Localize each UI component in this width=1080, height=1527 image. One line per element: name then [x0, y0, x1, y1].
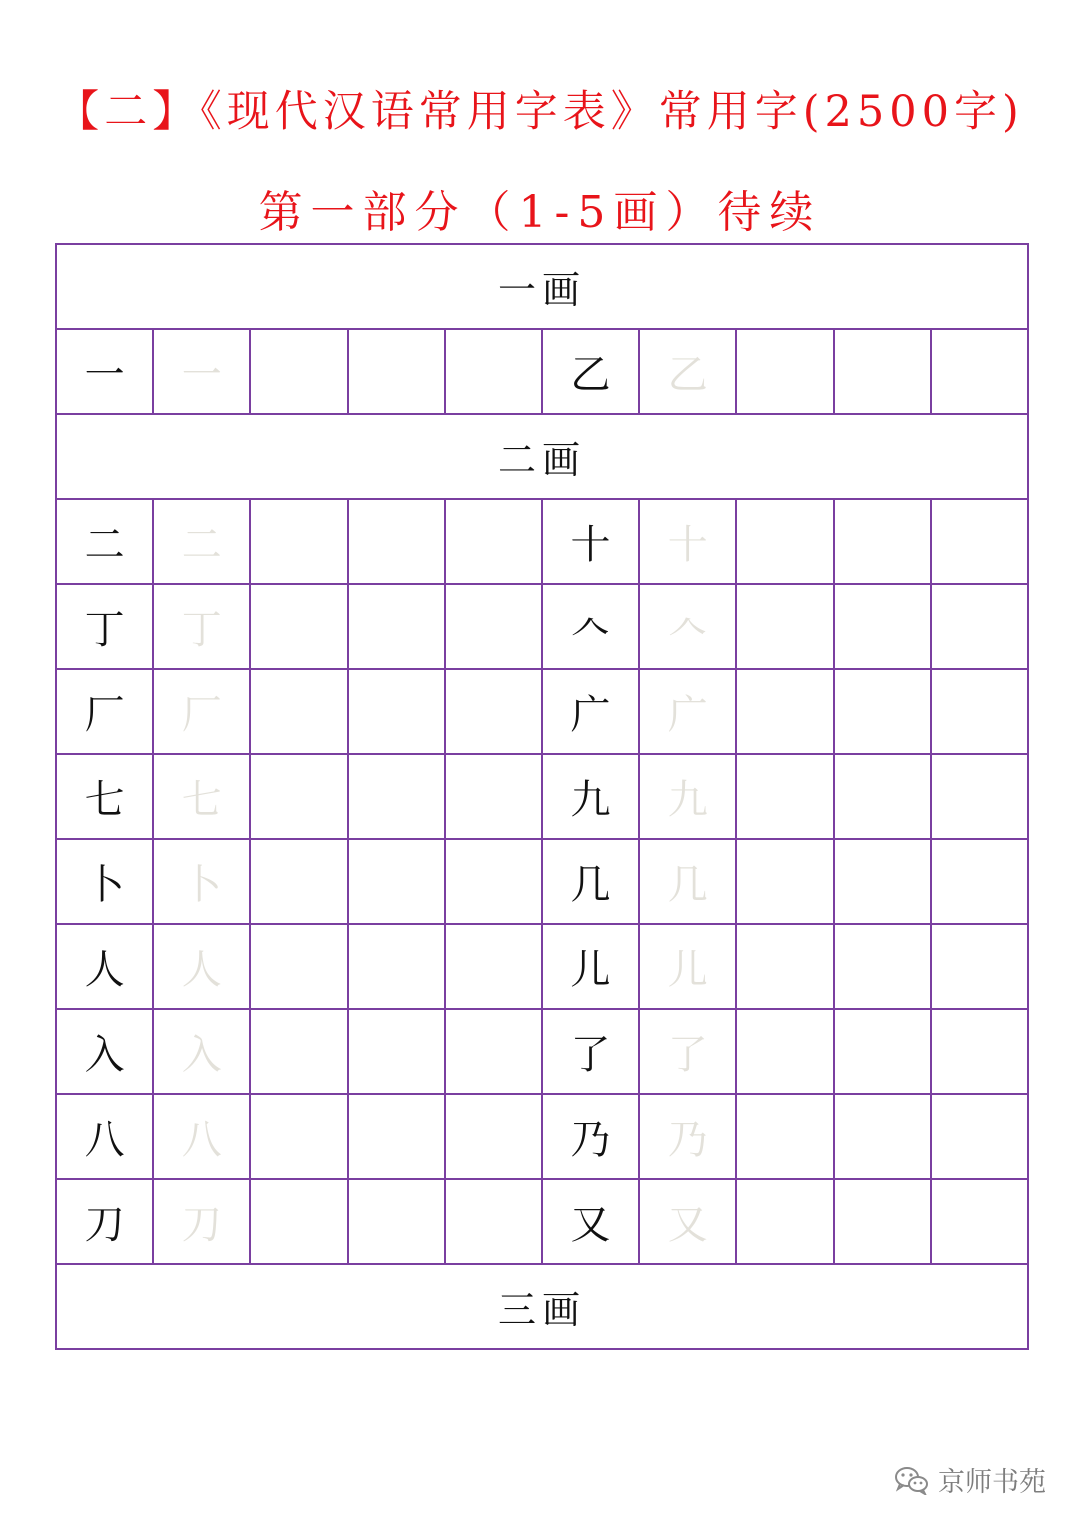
char-row — [56, 329, 1028, 414]
blank-practice-cell — [736, 329, 833, 414]
blank-practice-cell — [348, 329, 445, 414]
blank-practice-cell — [834, 839, 931, 924]
character-cell: 乃 — [542, 1094, 639, 1179]
blank-practice-cell — [834, 584, 931, 669]
blank-practice-cell — [250, 924, 347, 1009]
blank-practice-cell — [834, 1094, 931, 1179]
blank-practice-cell — [348, 584, 445, 669]
character-cell: 了 — [542, 1009, 639, 1094]
blank-practice-cell — [834, 669, 931, 754]
trace-cell: 几 — [639, 839, 736, 924]
trace-cell: 了 — [639, 1009, 736, 1094]
trace-cell: 九 — [639, 754, 736, 839]
character-cell: 人 — [56, 924, 153, 1009]
blank-practice-cell — [931, 1009, 1028, 1094]
blank-practice-cell — [931, 1179, 1028, 1264]
blank-practice-cell — [445, 924, 542, 1009]
blank-practice-cell — [736, 839, 833, 924]
blank-practice-cell — [834, 754, 931, 839]
char-row — [56, 499, 1028, 584]
blank-practice-cell — [348, 839, 445, 924]
section-header: 一画 — [56, 244, 1028, 329]
char-row — [56, 669, 1028, 754]
blank-practice-cell — [931, 499, 1028, 584]
trace-cell: 乙 — [639, 329, 736, 414]
trace-cell: 乃 — [639, 1094, 736, 1179]
blank-practice-cell — [348, 499, 445, 584]
blank-practice-cell — [348, 1179, 445, 1264]
char-row — [56, 584, 1028, 669]
trace-cell: 丁 — [153, 584, 250, 669]
blank-practice-cell — [445, 669, 542, 754]
wechat-icon — [894, 1465, 930, 1495]
trace-cell: 刀 — [153, 1179, 250, 1264]
blank-practice-cell — [931, 669, 1028, 754]
blank-practice-cell — [736, 584, 833, 669]
blank-practice-cell — [931, 584, 1028, 669]
blank-practice-cell — [834, 1009, 931, 1094]
blank-practice-cell — [931, 924, 1028, 1009]
blank-practice-cell — [445, 839, 542, 924]
blank-practice-cell — [736, 499, 833, 584]
character-cell: 一 — [56, 329, 153, 414]
character-cell: 入 — [56, 1009, 153, 1094]
blank-practice-cell — [250, 1179, 347, 1264]
character-cell: 丁 — [56, 584, 153, 669]
character-cell: 𠆢 — [542, 584, 639, 669]
blank-practice-cell — [348, 924, 445, 1009]
blank-practice-cell — [348, 669, 445, 754]
watermark — [894, 1460, 1046, 1499]
blank-practice-cell — [445, 499, 542, 584]
blank-practice-cell — [736, 1179, 833, 1264]
watermark-text: 京师书苑 — [938, 1467, 1046, 1498]
blank-practice-cell — [250, 584, 347, 669]
character-cell: 又 — [542, 1179, 639, 1264]
char-row — [56, 924, 1028, 1009]
char-row — [56, 754, 1028, 839]
trace-cell: 人 — [153, 924, 250, 1009]
char-row — [56, 1179, 1028, 1264]
trace-cell: 𠆢 — [639, 584, 736, 669]
blank-practice-cell — [348, 1094, 445, 1179]
character-cell: 几 — [542, 839, 639, 924]
char-row — [56, 1094, 1028, 1179]
blank-practice-cell — [348, 754, 445, 839]
character-cell: 广 — [542, 669, 639, 754]
blank-practice-cell — [736, 1009, 833, 1094]
blank-practice-cell — [445, 1009, 542, 1094]
blank-practice-cell — [736, 754, 833, 839]
blank-practice-cell — [931, 754, 1028, 839]
section-header-row — [56, 1264, 1028, 1349]
blank-practice-cell — [445, 1179, 542, 1264]
trace-cell: 二 — [153, 499, 250, 584]
character-cell: 儿 — [542, 924, 639, 1009]
blank-practice-cell — [834, 1179, 931, 1264]
section-header-row — [56, 414, 1028, 499]
blank-practice-cell — [834, 924, 931, 1009]
trace-cell: 卜 — [153, 839, 250, 924]
blank-practice-cell — [931, 329, 1028, 414]
trace-cell: 八 — [153, 1094, 250, 1179]
character-cell: 厂 — [56, 669, 153, 754]
section-header-row — [56, 244, 1028, 329]
blank-practice-cell — [445, 584, 542, 669]
page-subtitle: 第一部分（1-5画）待续 — [258, 187, 822, 238]
blank-practice-cell — [445, 1094, 542, 1179]
blank-practice-cell — [834, 499, 931, 584]
page-title: 【二】《现代汉语常用字表》常用字(2500字) — [56, 87, 1024, 137]
character-cell: 八 — [56, 1094, 153, 1179]
blank-practice-cell — [250, 499, 347, 584]
blank-practice-cell — [348, 1009, 445, 1094]
character-cell: 乙 — [542, 329, 639, 414]
trace-cell: 厂 — [153, 669, 250, 754]
character-cell: 二 — [56, 499, 153, 584]
section-header: 二画 — [56, 414, 1028, 499]
blank-practice-cell — [931, 1094, 1028, 1179]
blank-practice-cell — [250, 754, 347, 839]
trace-cell: 十 — [639, 499, 736, 584]
blank-practice-cell — [736, 924, 833, 1009]
trace-cell: 一 — [153, 329, 250, 414]
trace-cell: 儿 — [639, 924, 736, 1009]
blank-practice-cell — [736, 1094, 833, 1179]
character-cell: 九 — [542, 754, 639, 839]
char-row — [56, 1009, 1028, 1094]
trace-cell: 入 — [153, 1009, 250, 1094]
char-row — [56, 839, 1028, 924]
practice-grid — [55, 243, 1029, 1350]
blank-practice-cell — [931, 839, 1028, 924]
blank-practice-cell — [736, 669, 833, 754]
trace-cell: 又 — [639, 1179, 736, 1264]
character-cell: 刀 — [56, 1179, 153, 1264]
blank-practice-cell — [834, 329, 931, 414]
trace-cell: 广 — [639, 669, 736, 754]
blank-practice-cell — [250, 329, 347, 414]
blank-practice-cell — [445, 754, 542, 839]
blank-practice-cell — [250, 669, 347, 754]
character-cell: 七 — [56, 754, 153, 839]
blank-practice-cell — [250, 1009, 347, 1094]
blank-practice-cell — [250, 1094, 347, 1179]
section-header: 三画 — [56, 1264, 1028, 1349]
character-cell: 十 — [542, 499, 639, 584]
blank-practice-cell — [250, 839, 347, 924]
trace-cell: 七 — [153, 754, 250, 839]
blank-practice-cell — [445, 329, 542, 414]
character-cell: 卜 — [56, 839, 153, 924]
